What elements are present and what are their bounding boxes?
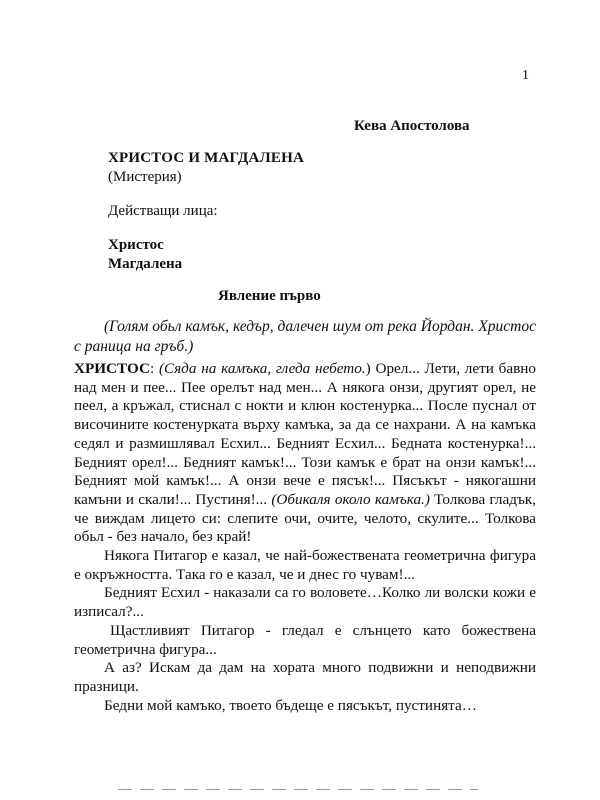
paragraph: Бедният Есхил - наказали са го воловете…Колко ли волски кожи е изписал?... [74,584,536,621]
act-heading: Явление първо [218,288,321,304]
paragraph: А аз? Искам да дам на хората много подвижни и неподвижни празници. [74,659,536,695]
speech-text: ) Орел... Лети, лети бавно над мен и пее... Пее орелът над мен... А някога онзи, другият орел, не пеел, а кръжал, стиснал с нокти и клюн костенурка... После пуснал от височините костенурката върху камъка, за да се нахрани. А на камъка седял и размишлявал Есхил... Бедният Есхил... Бедната костенурка!... Бедният орел!... Бедният камък!... Този камък е брат на онзи камък!... Бедният мой камък!... А онзи вече е пясък!... Пясъкът - някогашни камъни и скали!... Пустиня!... [74,360,536,508]
cast-list [108,236,182,274]
cast-label: Действащи лица: [108,203,218,219]
cast-member-christ: Христос [108,237,164,253]
speaker-colon: : [149,360,159,377]
stage-direction: (Голям обьл камък, кедър, далечен шум от река Йордан. Христос с раница на гръб.) [74,318,536,355]
paragraph: Щастливият Питагор - гледал е слънцето като божествена геометрична фигура... [74,621,536,658]
play-title: ХРИСТОС И МАГДАЛЕНА [108,150,305,166]
speech-text: Толкова гладък, че виждам лицето си: слепите очи, очите, челото, скулите... Толкова обьл - без начало, без край! [74,490,536,546]
paragraph: Бедни мой камъко, твоето бъдеще е пясъкът, пустинята… [104,696,477,714]
christ-speech [74,360,536,547]
paragraph: Някога Питагор е казал, че най-божествената геометрична фигура е окръжността. Така го е казал, че и днес го чувам!... [74,547,536,583]
inline-direction: (Обикаля около камъка.) [271,490,430,508]
author-name: Кева Апостолова [354,118,470,134]
play-genre: (Мистерия) [108,169,182,185]
scan-artifact [118,789,478,790]
inline-direction: (Сяда на камъка, гледа небето. [158,360,366,377]
page-number: 1 [522,68,529,83]
cast-member-magdalene: Магдалена [108,256,183,272]
dialogue-body [74,360,536,715]
speaker-name: ХРИСТОС [74,360,150,377]
